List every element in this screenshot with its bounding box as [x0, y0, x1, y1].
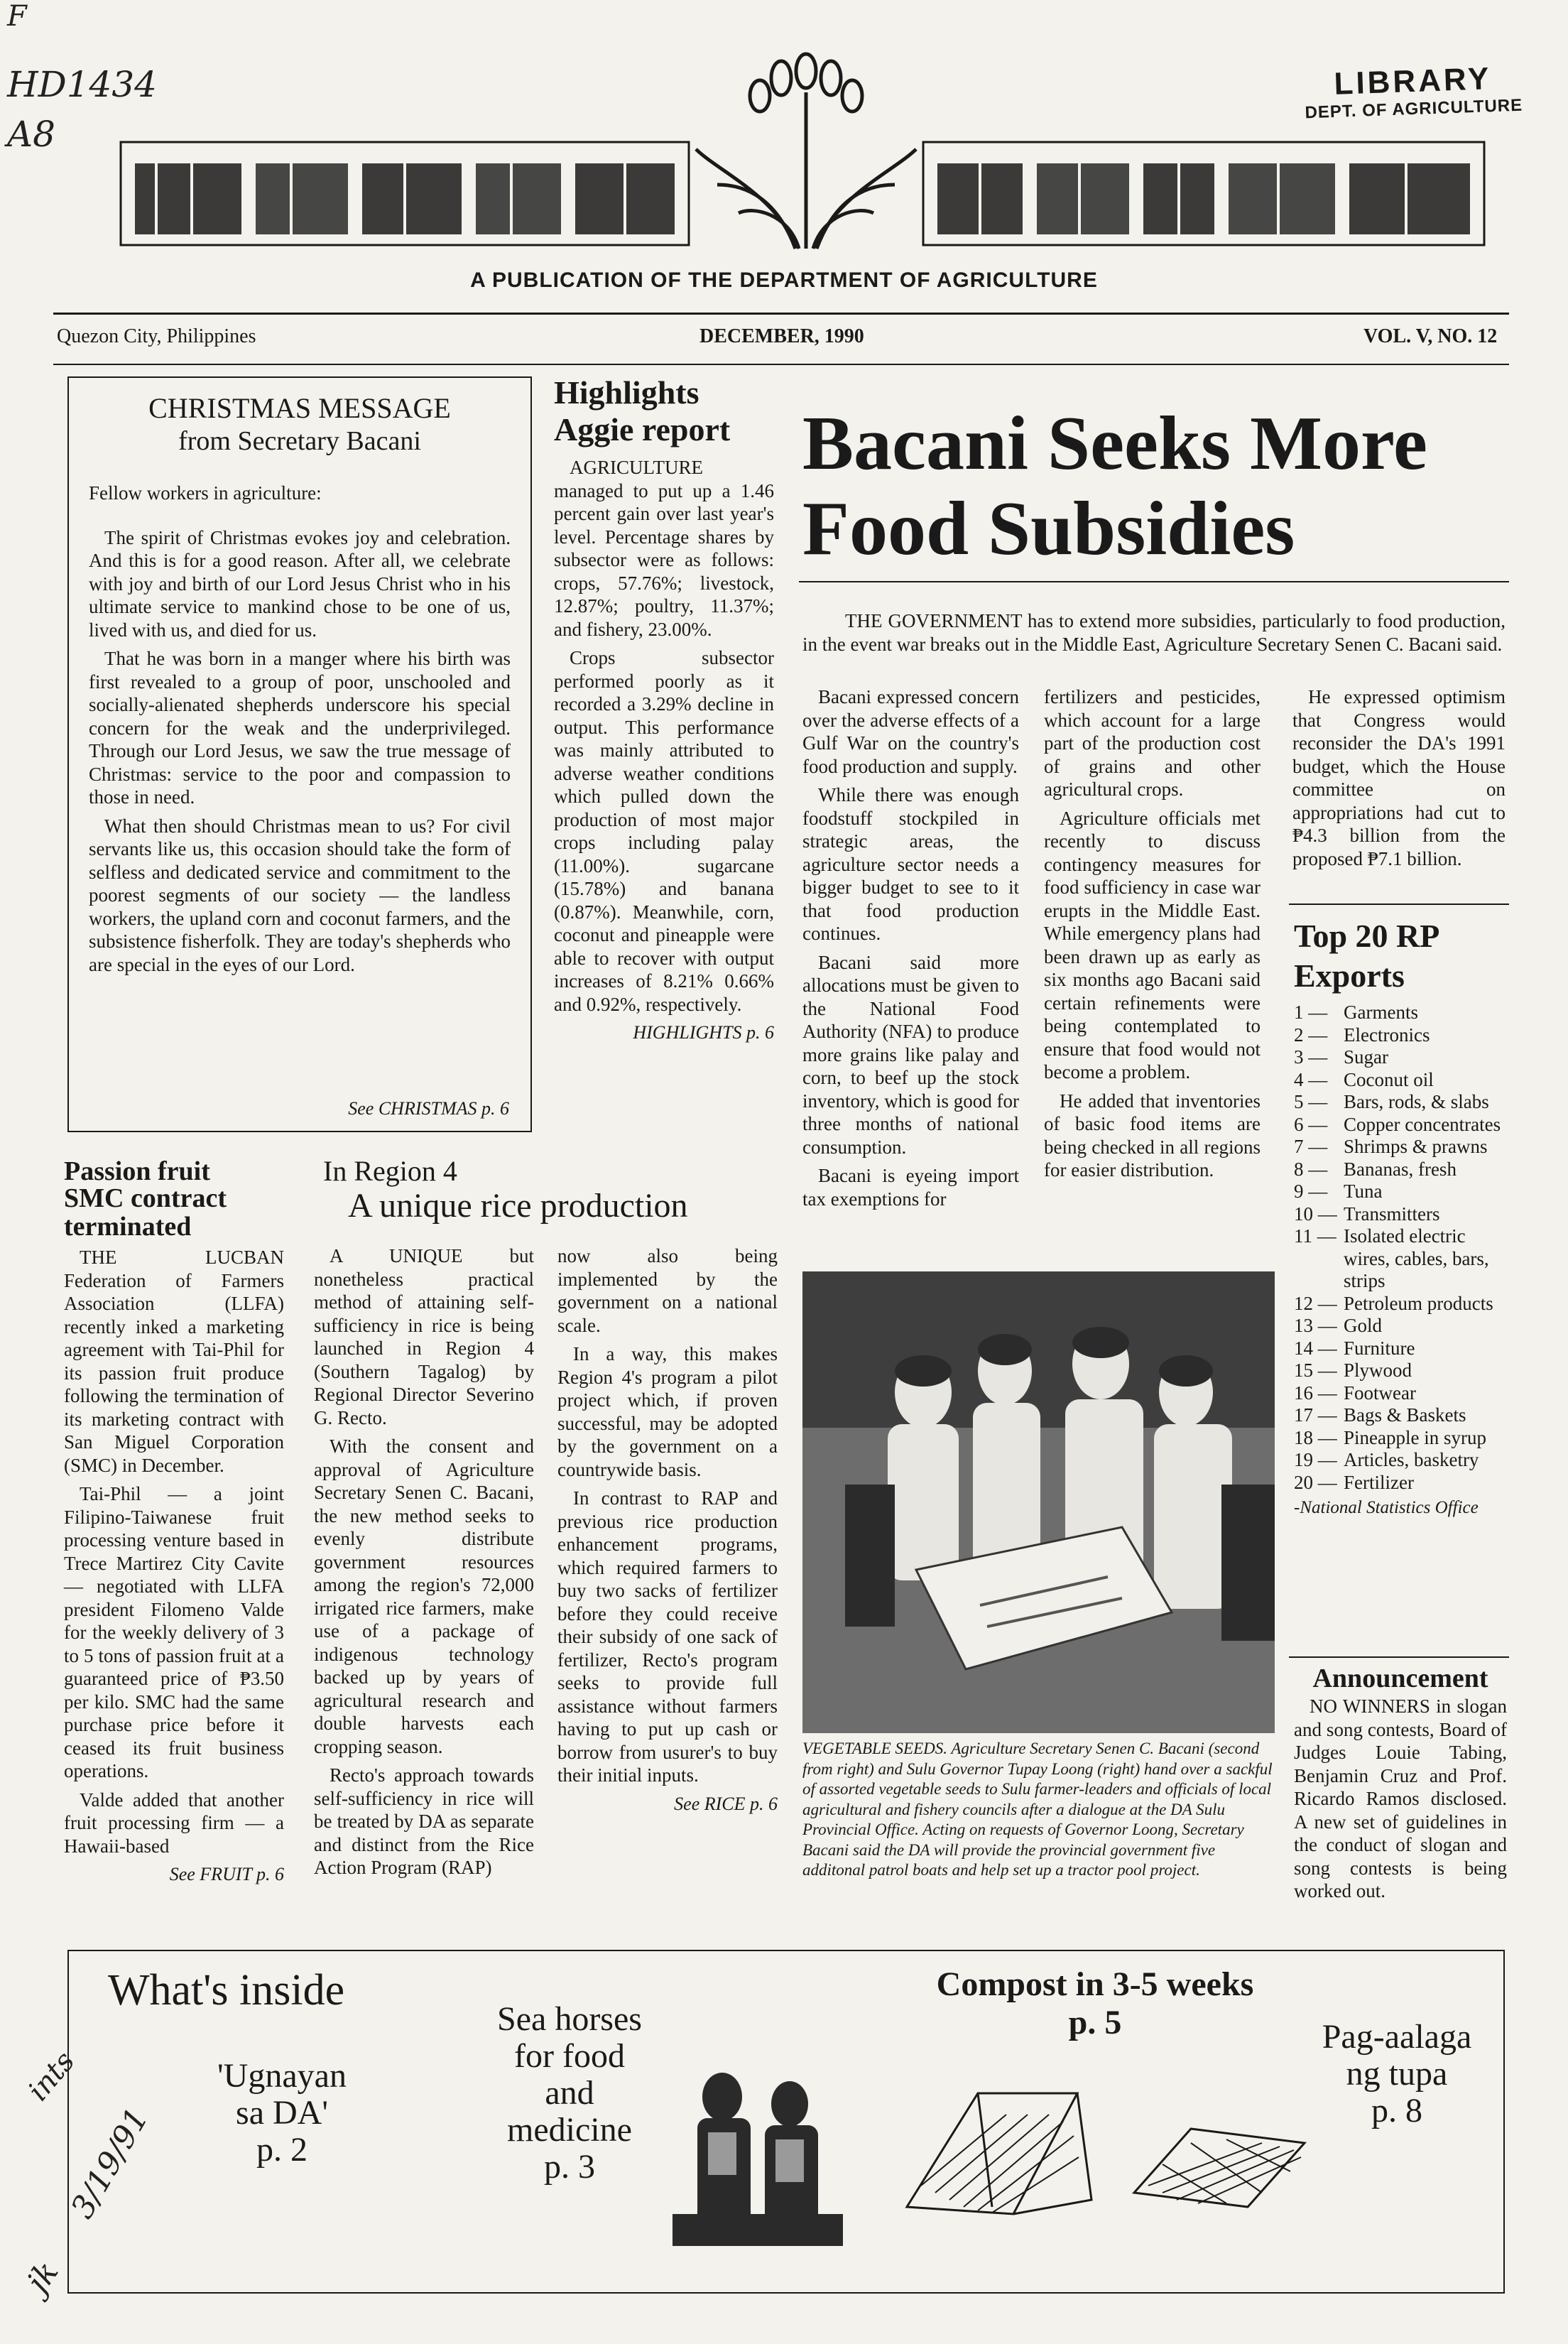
rice-column-2 [557, 1244, 778, 1816]
inside-item-line: Compost in 3-5 weeks [936, 1965, 1254, 2003]
export-item [1294, 1091, 1507, 1114]
export-item [1294, 1472, 1507, 1494]
passion-paragraph: Tai-Phil — a joint Filipino-Taiwanese fruit processing venture based in Trece Martirez City Cavite — negotiated with LLFA president Filomeno Valde for the weekly delivery of 3 to 5 tons of passion fruit at a guaranteed price of ₱3.50 per kilo. SMC had the same purchase price before it ceased its fruit business operations. [64, 1483, 284, 1781]
lead-column-1 [802, 685, 1019, 1216]
highlights-paragraph: Crops subsector performed poorly as it recorded a 3.29% decline in output. This performance was mainly attributed to adverse weather conditions which pulled down the production of most major crops including palay (11.00%). sugarcane (15.78%) and banana (0.87%). Meanwhile, corn, coconut and pineapple were able to recover with output increases of 8.21% 0.66% and 0.92%, respectively. [554, 647, 774, 1015]
export-rank: 14 — [1294, 1337, 1337, 1359]
export-label: Electronics [1344, 1024, 1430, 1046]
masthead-logo [114, 43, 1491, 256]
export-item [1294, 1382, 1507, 1405]
handwritten-code-2: A8 [7, 114, 55, 155]
export-item [1294, 1002, 1507, 1024]
export-label: Plywood [1344, 1360, 1412, 1381]
lead-paragraph: fertilizers and pesticides, which account for a large part of the production cost of grains and other agricultural crops. [1044, 686, 1261, 800]
rice-paragraph: With the consent and approval of Agriculture Secretary Senen C. Bacani, the new method seeks to evenly distribute government resources among the region's 72,000 irrigated rice farmers, make use of a package of indigenous technology backed up by years of agricultural research and double harvests each cropping season. [314, 1436, 534, 1757]
inside-item-sea-horses[interactable] [463, 2001, 676, 2186]
export-label: Petroleum products [1344, 1292, 1493, 1314]
handwritten-initials: jk [19, 2255, 66, 2299]
dateline-volume: VOL. V, NO. 12 [1363, 325, 1498, 347]
export-item [1294, 1114, 1507, 1136]
export-rank: 10 — [1294, 1203, 1337, 1225]
export-rank: 2 — [1294, 1024, 1328, 1046]
export-rank: 4 — [1294, 1068, 1328, 1090]
export-item [1294, 1360, 1507, 1382]
stamp-line-1: LIBRARY [1333, 61, 1493, 102]
masthead-rule [53, 313, 1509, 315]
dateline-rule [53, 364, 1509, 365]
export-rank: 12 — [1294, 1292, 1337, 1314]
exports-box [1294, 916, 1507, 1518]
export-rank: 9 — [1294, 1181, 1328, 1202]
export-label: Furniture [1344, 1337, 1415, 1359]
stamp-line-2: DEPT. OF AGRICULTURE [1305, 95, 1523, 123]
export-rank: 15 — [1294, 1360, 1337, 1381]
export-label: Copper concentrates [1344, 1113, 1501, 1135]
inside-item-line: p. 5 [1068, 2004, 1122, 2041]
export-item [1294, 1069, 1507, 1092]
export-rank: 20 — [1294, 1471, 1337, 1493]
export-item [1294, 1225, 1507, 1293]
inside-item-line: 'Ugnayan [217, 2057, 347, 2095]
export-item [1294, 1293, 1507, 1315]
christmas-title: CHRISTMAS MESSAGE [148, 392, 451, 424]
export-item [1294, 1404, 1507, 1427]
photo-credit: Photo by J. Gerardo [1276, 1570, 1290, 1675]
lead-paragraph: He added that inventories of basic food items are being checked in all regions for easier distribution. [1044, 1090, 1261, 1181]
export-rank: 13 — [1294, 1315, 1337, 1336]
inside-item-line: p. 2 [256, 2131, 307, 2169]
dateline-location: Quezon City, Philippines [57, 325, 256, 347]
export-rank: 7 — [1294, 1136, 1328, 1157]
fishermen-photo [673, 2054, 843, 2246]
passion-fruit-column [64, 1158, 284, 1887]
rice-see-link[interactable]: See RICE p. 6 [674, 1793, 778, 1814]
christmas-subtitle: from Secretary Bacani [178, 426, 421, 456]
passion-paragraph: Valde added that another fruit processing firm — a Hawaii-based [64, 1789, 284, 1857]
lead-headline-1: Bacani Seeks More [802, 401, 1427, 486]
lead-column-3 [1292, 685, 1506, 876]
passion-title-3: terminated [64, 1212, 192, 1242]
publication-line: A PUBLICATION OF THE DEPARTMENT OF AGRICULTURE [470, 268, 1098, 292]
exports-list [1294, 1002, 1507, 1494]
photo-caption: VEGETABLE SEEDS. Agriculture Secretary Senen C. Bacani (second from right) and Sulu Governor Tupay Loong (right) hand over a sackful of assorted vegetable seeds to Sulu farmer-leaders and officials of local agricultural and fishery councils after a dialogue at the DA Sulu Provincial Office. Acting on requests of Governor Loong, Secretary Bacani said the DA will provide the provincial government five additonal patrol boats and help set up a tractor pool project. [802, 1740, 1273, 1879]
export-rank: 19 — [1294, 1449, 1337, 1470]
handwritten-margin-note: ints [21, 2045, 82, 2107]
photo-image [802, 1271, 1275, 1733]
exports-source: -National Statistics Office [1294, 1498, 1479, 1517]
christmas-paragraph: That he was born in a manger where his birth was first revealed to a group of poor, unschooled and socially-alienated shepherds underscore his special concern for the weak and the underprivileged. Through our Lord Jesus, we saw the true message of Christmas: service to the poor and compassion to those in need. [89, 648, 511, 808]
rice-paragraph: Recto's approach towards self-sufficiency in rice will be treated by DA as separate and distinct from the Rice Action Program (RAP) [314, 1764, 534, 1878]
export-label: Isolated electric wires, cables, bars, strips [1344, 1225, 1489, 1291]
handwritten-date: 3/19/91 [64, 2102, 156, 2225]
export-item [1294, 1203, 1507, 1226]
export-label: Coconut oil [1344, 1068, 1434, 1090]
export-rank: 16 — [1294, 1382, 1337, 1404]
rice-kicker: In Region 4 [323, 1155, 457, 1187]
exports-top-rule [1289, 904, 1509, 905]
exports-title: Top 20 RP [1294, 918, 1440, 954]
dateline-date: DECEMBER, 1990 [699, 325, 864, 347]
inside-item-line: p. 8 [1371, 2092, 1422, 2129]
export-rank: 3 — [1294, 1046, 1328, 1068]
export-label: Bags & Baskets [1344, 1404, 1466, 1426]
christmas-salutation: Fellow workers in agriculture: [89, 482, 322, 504]
highlights-subtitle: Aggie report [554, 411, 731, 447]
christmas-see-link[interactable]: See CHRISTMAS p. 6 [348, 1098, 509, 1119]
lead-paragraph: Bacani is eyeing import tax exemptions for [802, 1165, 1019, 1210]
handwritten-code: HD1434 [7, 64, 157, 105]
export-label: Shrimps & prawns [1344, 1136, 1488, 1157]
highlights-see-link[interactable]: HIGHLIGHTS p. 6 [633, 1022, 774, 1043]
highlights-column [554, 375, 774, 1045]
lead-headline-rule [799, 581, 1509, 582]
inside-item-pag-aalaga[interactable] [1294, 2019, 1500, 2129]
export-label: Bars, rods, & slabs [1344, 1091, 1489, 1112]
whats-inside-title: What's inside [108, 1966, 345, 2014]
export-item [1294, 1449, 1507, 1472]
lead-paragraph: He expressed optimism that Congress would reconsider the DA's 1991 budget, which the House committee on appropriations had cut to ₱4.3 billion from the proposed ₱7.1 billion. [1292, 686, 1506, 869]
export-item [1294, 1024, 1507, 1047]
lead-paragraph: While there was enough foodstuff stockpiled in strategic areas, the agriculture sector needs a bigger budget to see to it that food production continues. [802, 784, 1019, 944]
export-label: Footwear [1344, 1382, 1416, 1404]
rice-column-1 [314, 1244, 534, 1885]
announcement-top-rule [1289, 1656, 1509, 1658]
export-item [1294, 1181, 1507, 1203]
highlights-title: Highlights [554, 374, 699, 411]
announcement-text: NO WINNERS in slogan and song contests, Board of Judges Louie Tabing, Benjamin Cruz and Prof. Ricardo Ramos disclosed. A new set of guidelines in the conduct of slogan and song contests is being worked out. [1294, 1695, 1507, 1901]
lead-intro [802, 609, 1506, 661]
export-rank: 5 — [1294, 1091, 1328, 1112]
fruit-see-link[interactable]: See FRUIT p. 6 [169, 1864, 284, 1884]
christmas-paragraph: What then should Christmas mean to us? For civil servants like us, this occasion should take the form of selfless and dedicated service and commitment to the poorest segments of our society — the landless workers, the upland corn and coconut farmers, and the subsistence fisherfolk. They are today's shepherds who are special in the eyes of our Lord. [89, 815, 511, 975]
export-rank: 1 — [1294, 1002, 1328, 1023]
inside-item-line: p. 3 [544, 2148, 595, 2186]
passion-title-1: Passion fruit [64, 1156, 210, 1186]
highlights-paragraph: AGRICULTURE managed to put up a 1.46 percent gain over last year's level. Percentage shares by subsector were as follows: crops, 57.76%; livestock, 12.87%; poultry, 11.37%; and fishery, 23.00%. [554, 457, 774, 640]
export-rank: 18 — [1294, 1426, 1337, 1448]
lead-paragraph: Bacani said more allocations must be given to the National Food Authority (NFA) to produce more grains like palay and corn, to beef up the stock inventory, which is good for three months of national consumption. [802, 951, 1019, 1158]
lead-column-2 [1044, 685, 1261, 1188]
lead-paragraph: Bacani expressed concern over the adverse effects of a Gulf War on the country's food production and supply. [802, 686, 1019, 777]
rice-paragraph: In contrast to RAP and previous rice production enhancement programs, which required farmers to buy two sacks of fertilizer before they could receive their subsidy of one sack of fertilizer, Recto's program seeks to provide full assistance without farmers having to put up cash or borrow from usurer's to buy their initial inputs. [557, 1487, 778, 1786]
inside-item-line: Pag-aalaga [1322, 2018, 1472, 2056]
lead-headline-2: Food Subsidies [802, 487, 1295, 571]
export-rank: 11 — [1294, 1225, 1336, 1247]
export-item [1294, 1427, 1507, 1450]
compost-illustration [893, 2065, 1312, 2228]
inside-item-line: sa DA' [236, 2094, 328, 2132]
whats-inside-box [67, 1950, 1505, 2294]
rice-paragraph: In a way, this makes Region 4's program a pilot project which, if proven successful, may be adopted by the government on a countrywide basis. [557, 1343, 778, 1480]
export-rank: 17 — [1294, 1404, 1337, 1426]
handwritten-f: F [7, 0, 27, 33]
exports-subtitle: Exports [1294, 957, 1405, 994]
export-item [1294, 1315, 1507, 1338]
passion-title-2: SMC contract [64, 1183, 227, 1213]
rice-paragraph: A UNIQUE but nonetheless practical method of attaining self-sufficiency in rice is being launched in Region 4 (Southern Tagalog) by Regional Director Severino G. Recto. [314, 1245, 534, 1428]
export-rank: 6 — [1294, 1113, 1328, 1135]
news-photo [802, 1271, 1290, 1733]
export-label: Articles, basketry [1344, 1449, 1479, 1470]
lead-intro-text: THE GOVERNMENT has to extend more subsidies, particularly to food production, in the event war breaks out in the Middle East, Agriculture Secretary Senen C. Bacani said. [802, 610, 1506, 655]
inside-item-ugnayan[interactable] [161, 2058, 403, 2169]
export-label: Fertilizer [1344, 1471, 1414, 1493]
export-label: Garments [1344, 1002, 1418, 1023]
export-label: Sugar [1344, 1046, 1388, 1068]
export-label: Bananas, fresh [1344, 1158, 1457, 1180]
rice-paragraph: now also being implemented by the government on a national scale. [557, 1245, 778, 1336]
export-item [1294, 1136, 1507, 1159]
rice-title: A unique rice production [348, 1187, 688, 1225]
inside-item-line: Sea horses [497, 2000, 642, 2038]
lead-paragraph: Agriculture officials met recently to discuss contingency measures for food sufficiency in case war erupts in the Middle East. While emergency plans had been drawn up as early as six months ago Bacani said certain refinements were being contemplated to ensure that food would not become a problem. [1044, 807, 1261, 1083]
export-label: Transmitters [1344, 1203, 1440, 1225]
inside-item-line: ng tupa [1346, 2055, 1448, 2093]
inside-item-line: and [545, 2074, 594, 2112]
export-item [1294, 1338, 1507, 1360]
export-item [1294, 1159, 1507, 1181]
announcement-title: Announcement [1312, 1664, 1488, 1693]
export-label: Gold [1344, 1315, 1382, 1336]
inside-item-line: medicine [507, 2111, 632, 2149]
export-rank: 8 — [1294, 1158, 1328, 1180]
christmas-paragraph: The spirit of Christmas evokes joy and celebration. And this is for a good reason. After all, we celebrate with joy and birth of our Lord Jesus Christ who in his ultimate service to mankind chose to be one of us, lived with us, and died for us. [89, 526, 511, 641]
export-label: Pineapple in syrup [1344, 1426, 1486, 1448]
export-item [1294, 1046, 1507, 1069]
inside-item-compost[interactable] [846, 1965, 1344, 2042]
inside-item-line: for food [514, 2037, 625, 2075]
christmas-message-box [67, 376, 532, 1132]
announcement-box [1294, 1662, 1507, 1909]
passion-paragraph: THE LUCBAN Federation of Farmers Association (LLFA) recently inked a marketing agreement with Tai-Phil for its passion fruit produce following the termination of its marketing contract with San Miguel Corporation (SMC) in December. [64, 1247, 284, 1476]
export-label: Tuna [1344, 1181, 1383, 1202]
announcement-body [1294, 1695, 1507, 1903]
